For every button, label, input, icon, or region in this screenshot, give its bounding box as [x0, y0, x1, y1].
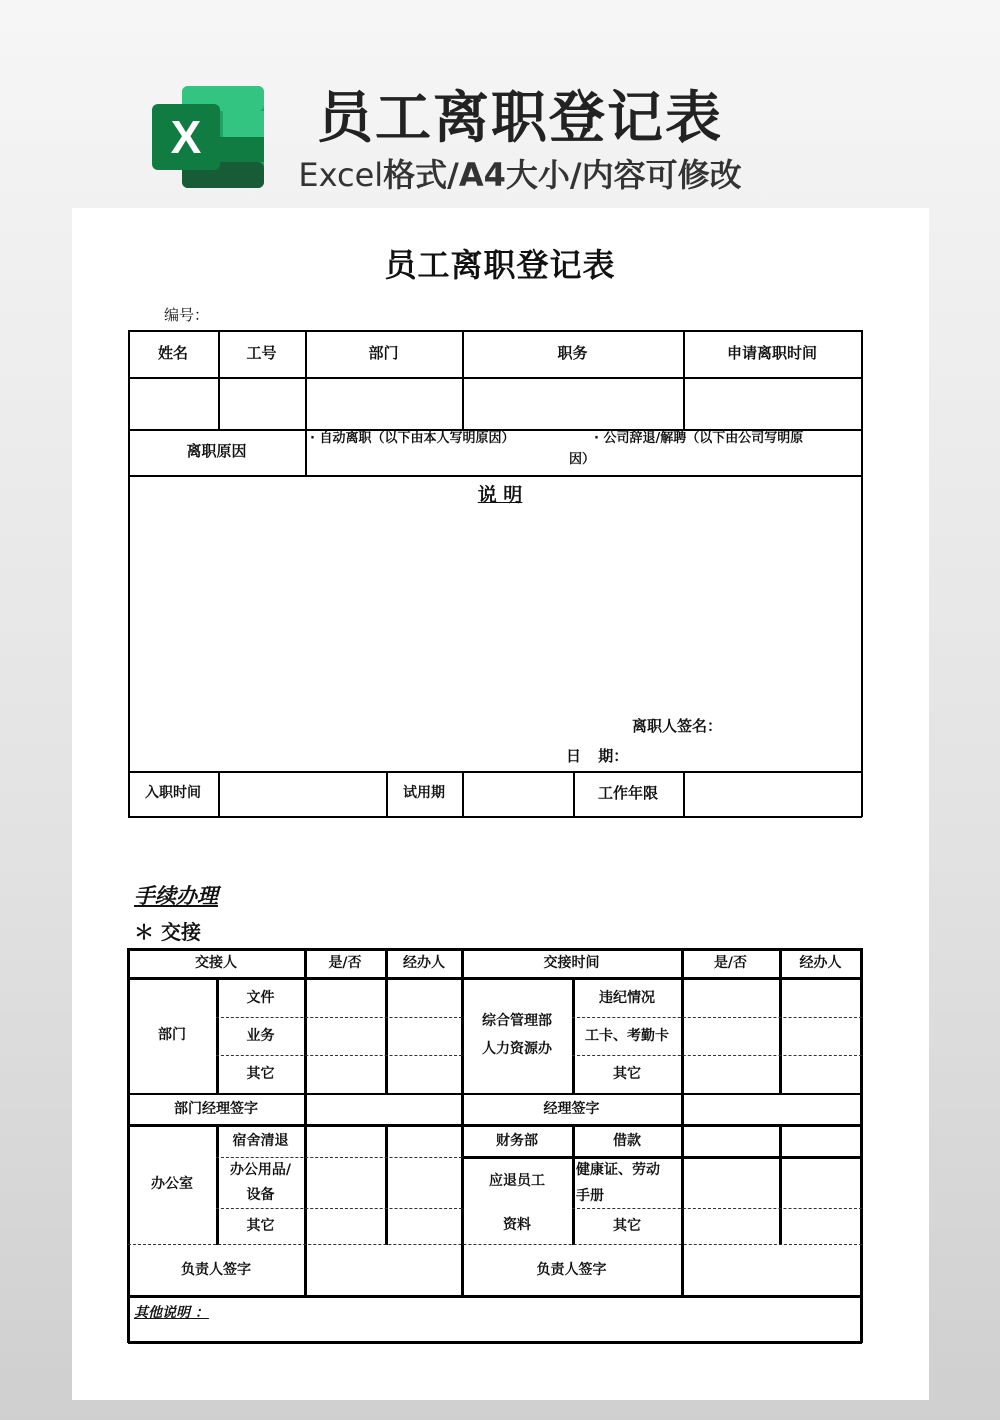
admin-dept-label: 综合管理部 — [482, 1012, 552, 1029]
explanation-label: 说 明 — [477, 484, 523, 506]
office-item-other: 其它 — [246, 1218, 275, 1235]
reason-option-dismissal-cont: 因） — [569, 452, 596, 467]
responsible-signature-1: 负责人签字 — [181, 1261, 251, 1278]
head-handover-person: 交接人 — [195, 954, 237, 971]
subtitle-prefix: Excel — [298, 156, 384, 194]
header-department: 部门 — [368, 343, 399, 362]
office-item-equipment: 设备 — [246, 1187, 275, 1204]
admin-item-cards: 工卡、考勤卡 — [585, 1027, 669, 1044]
date-label: 日 期： — [566, 747, 629, 765]
work-years-label: 工作年限 — [597, 783, 658, 802]
refund-docs-label: 应退员工 — [489, 1172, 545, 1189]
responsible-signature-2: 负责人签字 — [536, 1261, 607, 1278]
manager-signature: 经理签字 — [543, 1100, 600, 1117]
health-cert-line2: 手册 — [576, 1187, 604, 1204]
dept-item-files: 文件 — [246, 989, 275, 1006]
health-cert-label — [576, 1158, 660, 1210]
admin-item-other: 其它 — [613, 1065, 641, 1082]
probation-label: 试用期 — [403, 785, 445, 802]
head-yes-no-1: 是/否 — [328, 954, 362, 971]
header-position: 职务 — [557, 343, 588, 362]
loan-label: 借款 — [613, 1132, 641, 1149]
refund-docs-label-cont: 资料 — [503, 1216, 531, 1233]
banner-title: 员工离职登记表 — [317, 86, 723, 151]
dept-item-business: 业务 — [246, 1027, 275, 1044]
refund-item-other: 其它 — [613, 1218, 641, 1235]
admin-item-discipline: 违纪情况 — [599, 989, 655, 1006]
head-handler-1: 经办人 — [403, 954, 445, 971]
dept-label: 部门 — [158, 1026, 186, 1043]
finance-label: 财务部 — [496, 1132, 538, 1149]
serial-number-label: 编号： — [164, 306, 210, 324]
banner-subtitle — [250, 150, 790, 196]
document-title: 员工离职登记表 — [384, 246, 616, 284]
reason-option-voluntary: · 自动离职（以下由本人写明原因） — [310, 431, 515, 446]
health-cert-line1: 健康证、劳动 — [576, 1162, 660, 1178]
other-notes-label: 其他说明 ： — [134, 1305, 209, 1321]
office-label: 办公室 — [151, 1175, 193, 1192]
reason-option-dismissal: · 公司辞退/解聘（以下由公司写明原 — [594, 431, 804, 446]
head-yes-no-2: 是/否 — [713, 954, 748, 971]
header-resign-date: 申请离职时间 — [726, 343, 817, 362]
header-name: 姓名 — [157, 343, 188, 362]
office-item-dorm: 宿舍清退 — [232, 1132, 289, 1149]
handover-subtitle: ＊ 交接 — [134, 920, 201, 944]
reason-label: 离职原因 — [186, 442, 247, 461]
subtitle-rest: 格式/A4大小/内容可修改 — [383, 156, 742, 194]
hr-office-label: 人力资源办 — [482, 1040, 552, 1057]
dept-manager-signature: 部门经理签字 — [174, 1100, 258, 1117]
header-employee-id: 工号 — [246, 343, 277, 362]
head-handler-2: 经办人 — [799, 954, 842, 971]
dept-item-other: 其它 — [246, 1065, 275, 1082]
office-item-supplies: 办公用品/ — [229, 1161, 292, 1178]
entry-date-label: 入职时间 — [145, 785, 201, 802]
signature-label: 离职人签名： — [632, 717, 723, 735]
procedures-title: 手续办理 — [134, 884, 218, 908]
excel-logo-icon — [152, 86, 264, 188]
logo-letter: X — [170, 111, 202, 163]
head-handover-time: 交接时间 — [543, 954, 600, 971]
